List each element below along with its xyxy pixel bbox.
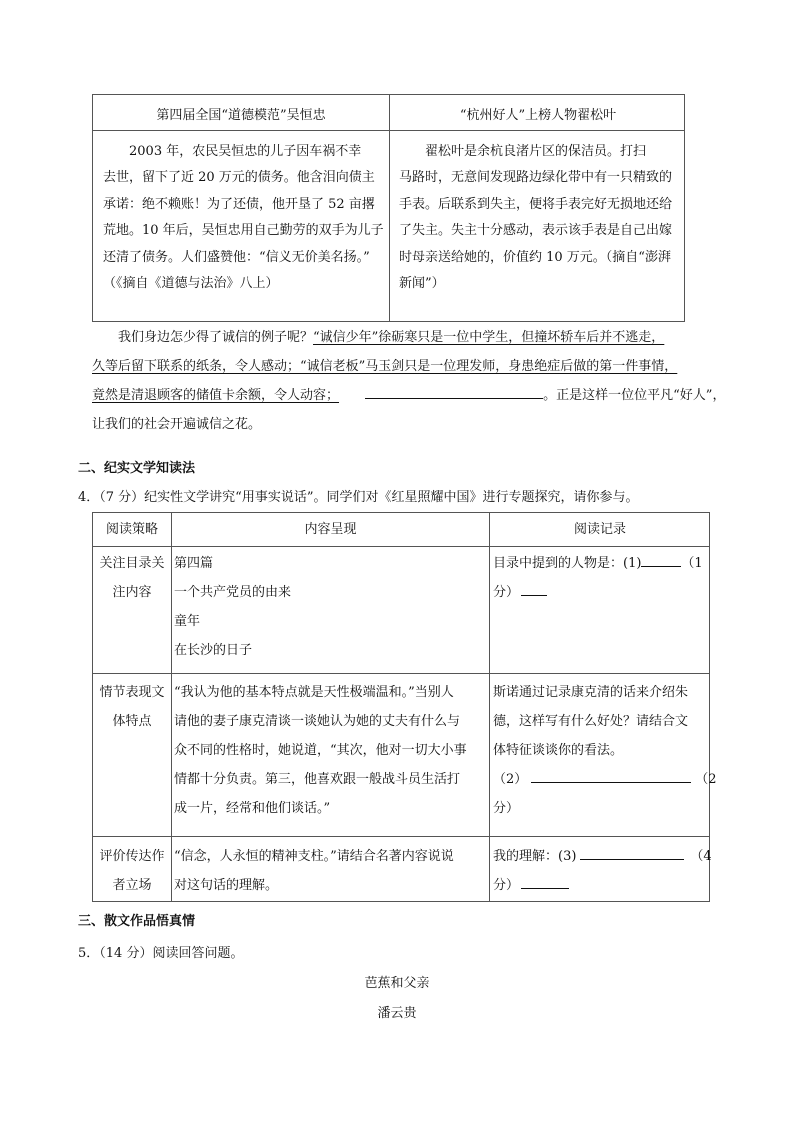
table-cell-right xyxy=(399,139,672,297)
answer-blank[interactable] xyxy=(641,554,681,567)
text-line: 了失主。失主十分感动，表示该手表是自己出嫁 xyxy=(399,223,673,239)
record-cell xyxy=(493,549,703,607)
article-title: 芭蕉和父亲 xyxy=(364,976,430,991)
table-divider xyxy=(489,513,490,901)
text-line: “信念，人永恒的精神支柱。”请结合名著内容说说 xyxy=(174,849,454,864)
text-run: 我们身边怎少得了诚信的例子呢？ xyxy=(118,330,314,345)
answer-blank[interactable] xyxy=(365,386,543,399)
text-run: （2 xyxy=(695,772,717,787)
text-line: “我认为他的基本特点就是天性极端温和。”当别人 xyxy=(174,685,454,700)
text-line: 情节表现文 xyxy=(99,685,165,700)
underlined-text: “诚信少年”徐砺寒只是一位中学生，但撞坏轿车后并不逃走， xyxy=(313,330,665,345)
text-line: （《摘自《道德与法治》八上） xyxy=(103,276,279,292)
text-run: 我的理解：(3) xyxy=(493,849,577,864)
text-line: 斯诺通过记录康克清的话来介绍朱 xyxy=(493,685,689,700)
text-line: 众不同的性格时，她说道，“其次，他对一切大小事 xyxy=(174,743,467,758)
table-divider xyxy=(93,673,709,674)
text-line: 2003 年，农民吴恒忠的儿子因车祸不幸 xyxy=(129,144,362,159)
text-line: 成一片，经常和他们谈话。” xyxy=(174,801,331,816)
strategy-cell xyxy=(93,678,171,736)
text-line: 在长沙的日子 xyxy=(174,643,253,658)
text-run: 分） xyxy=(493,585,520,600)
strategy-cell xyxy=(93,842,171,900)
text-line: 关注目录关 xyxy=(99,556,165,571)
text-line: 评价传达作 xyxy=(99,849,165,864)
table-header-left: 第四届全国“道德模范”吴恒忠 xyxy=(156,108,326,123)
text-line: 荒地。10 年后，吴恒忠用自己勤劳的双手为儿子 xyxy=(103,223,384,239)
section-title: 二、纪实文学知读法 xyxy=(78,461,196,476)
content-cell xyxy=(174,549,291,665)
text-run: （4 xyxy=(690,849,712,864)
table-header-right: “杭州好人”上榜人物翟松叶 xyxy=(459,108,617,123)
header-strategy: 阅读策略 xyxy=(105,522,158,537)
text-line: 还清了债务。人们盛赞他：“信义无价美名扬。” xyxy=(103,249,370,265)
table-divider xyxy=(93,130,684,131)
text-line: 马路时，无意间发现路边绿化带中有一只精致的 xyxy=(399,170,673,186)
answer-blank[interactable] xyxy=(531,770,691,783)
text-line: 注内容 xyxy=(112,585,152,600)
text-line: 童年 xyxy=(174,614,201,629)
text-line: 新闻”） xyxy=(399,276,445,292)
content-cell xyxy=(174,678,467,823)
text-run: 分） xyxy=(493,878,520,893)
text-run: （2） xyxy=(493,772,528,787)
text-line: 去世，留下了近 20 万元的债务。他含泪向债主 xyxy=(103,170,375,186)
text-line: 手表。后联系到失主，便将手表完好无损地还给 xyxy=(399,196,673,212)
text-run: 。正是这样一位位平凡“好人”， xyxy=(543,388,726,403)
answer-blank[interactable] xyxy=(521,583,547,596)
text-line: 者立场 xyxy=(112,878,152,893)
strategy-cell xyxy=(93,549,171,607)
text-line: 请他的妻子康克清谈一谈她认为她的丈夫有什么与 xyxy=(174,714,461,729)
record-cell xyxy=(493,678,717,823)
header-record: 阅读记录 xyxy=(573,522,626,537)
underlined-text: 久等后留下联系的纸条，令人感动；“诚信老板”马玉剑只是一位理发师，身患绝症后做的第一件事情， xyxy=(92,359,678,374)
example-table xyxy=(92,94,685,322)
reading-strategy-table xyxy=(92,512,717,902)
text-line: 对这句话的理解。 xyxy=(174,878,279,893)
text-line: 承诺：绝不赖账！为了还债，他开垦了 52 亩撂 xyxy=(103,196,375,212)
text-run: （1 xyxy=(681,556,703,571)
answer-blank[interactable] xyxy=(580,847,684,860)
text-line: 分） xyxy=(493,801,520,816)
answer-blank[interactable] xyxy=(521,876,569,889)
header-content: 内容呈现 xyxy=(304,522,357,537)
text-line: 体特点 xyxy=(112,714,152,729)
text-run: 让我们的社会开遍诚信之花。 xyxy=(92,417,262,432)
text-line: 情都十分负责。第三，他喜欢跟一般战斗员生活打 xyxy=(174,772,461,787)
text-run: 目录中提到的人物是：(1) xyxy=(493,556,642,571)
table-divider xyxy=(93,836,709,837)
question-5: 5．（14 分）阅读回答问题。 xyxy=(78,946,244,961)
content-cell xyxy=(174,842,454,900)
text-line: 时母亲送给她的，价值约 10 万元。（摘自“澎湃 xyxy=(399,249,671,265)
text-line: 一个共产党员的由来 xyxy=(174,585,292,600)
table-divider xyxy=(389,95,390,321)
table-divider xyxy=(93,546,709,547)
underlined-text: 竟然是清退顾客的储值卡余额，令人动容； xyxy=(92,388,340,403)
table-divider xyxy=(171,513,172,901)
integrity-paragraph xyxy=(92,323,726,439)
article-author: 潘云贵 xyxy=(377,1006,417,1021)
section-title: 三、散文作品悟真情 xyxy=(78,914,196,929)
text-line: 德，这样写有什么好处？请结合文 xyxy=(493,714,689,729)
question-4: 4．（7 分）纪实性文学讲究“用事实说话”。同学们对《红星照耀中国》进行专题探究，请你参与。 xyxy=(78,490,639,505)
text-line: 翟松叶是余杭良渚片区的保洁员。打扫 xyxy=(425,144,647,159)
table-cell-left xyxy=(103,139,384,297)
text-line: 第四篇 xyxy=(174,556,214,571)
text-line: 体特征谈谈你的看法。 xyxy=(493,743,624,758)
record-cell xyxy=(493,842,712,900)
